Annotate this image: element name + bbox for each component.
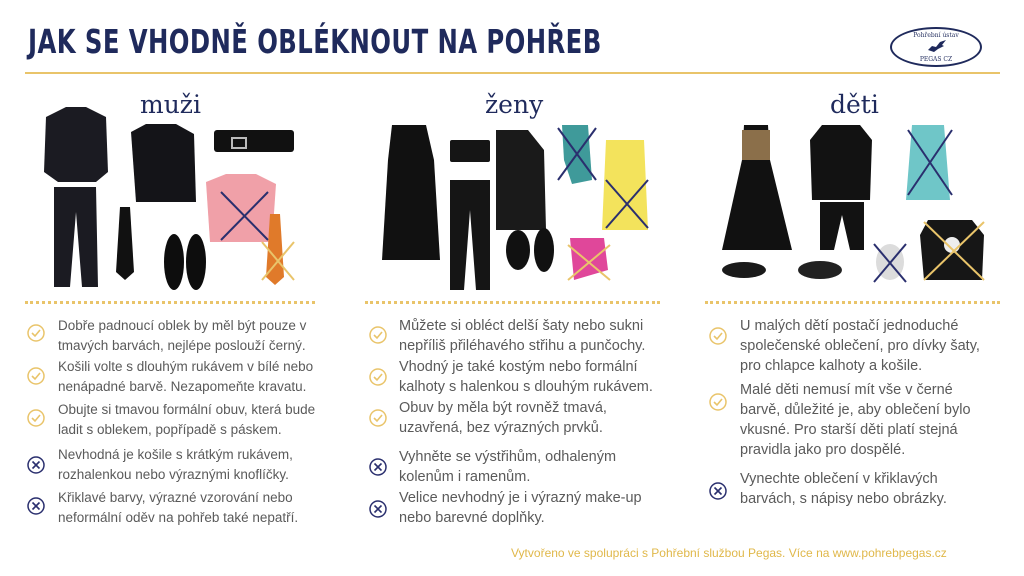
cross-icon bbox=[27, 456, 45, 474]
men-item-5: Křiklavé barvy, výrazné vzorování nebo neformální oděv na pohřeb také nepatří. bbox=[58, 490, 299, 525]
check-icon bbox=[709, 393, 727, 411]
women-item-5: Velice nevhodný je i výrazný make-up nebo barevné doplňky. bbox=[399, 490, 642, 526]
women-clothing-image bbox=[378, 120, 658, 300]
check-icon bbox=[369, 409, 387, 427]
men-item-1: Dobře padnoucí oblek by měl být pouze v tmavých barvách, nejlépe poslouží černý. bbox=[58, 318, 307, 353]
women-item-2: Vhodný je také kostým nebo formální kalhoty s halenkou s dlouhým rukávem. bbox=[399, 359, 653, 395]
column-heading-men: muži bbox=[140, 90, 201, 119]
check-icon bbox=[27, 367, 45, 385]
page-title: JAK SE VHODNĚ OBLÉKNOUT NA POHŘEB bbox=[28, 22, 602, 61]
children-item-1: U malých dětí postačí jednoduché společenské oblečení, pro dívky šaty, pro chlapce kalhoty a košile. bbox=[740, 318, 980, 374]
cross-icon bbox=[369, 458, 387, 476]
women-divider bbox=[365, 301, 660, 304]
column-heading-women: ženy bbox=[485, 90, 544, 119]
women-item-1: Můžete si obléct delší šaty nebo sukni nepříliš přiléhavého střihu a punčochy. bbox=[399, 318, 646, 354]
check-icon bbox=[369, 368, 387, 386]
footer-credit: Vytvořeno ve spolupráci s Pohřební službou Pegas. Více na www.pohrebpegas.cz bbox=[511, 546, 947, 560]
logo-bottom-text: PEGAS CZ bbox=[919, 56, 953, 63]
men-item-2: Košili volte s dlouhým rukávem v bílé nebo nenápadné barvě. Nezapomeňte kravatu. bbox=[58, 359, 314, 394]
men-divider bbox=[25, 301, 315, 304]
men-item-3: Obujte si tmavou formální obuv, která bude ladit s oblekem, popřípadě s páskem. bbox=[58, 402, 316, 437]
children-clothing-image bbox=[722, 120, 992, 300]
pegas-logo bbox=[890, 27, 982, 67]
children-divider bbox=[705, 301, 1000, 304]
check-icon bbox=[27, 324, 45, 342]
cross-icon bbox=[27, 497, 45, 515]
women-item-4: Vyhněte se výstřihům, odhaleným kolenům i ramenům. bbox=[399, 449, 617, 485]
check-icon bbox=[27, 409, 45, 427]
cross-icon bbox=[709, 482, 727, 500]
column-heading-children: děti bbox=[830, 90, 879, 119]
children-item-3: Vynechte oblečení v křiklavých barvách, s nápisy nebo obrázky. bbox=[740, 471, 947, 507]
men-item-4: Nevhodná je košile s krátkým rukávem, rozhalenkou nebo výraznými knoflíčky. bbox=[58, 447, 293, 482]
men-clothing-image bbox=[36, 102, 306, 297]
children-item-2: Malé děti nemusí mít vše v černé barvě, důležité je, aby oblečení bylo vkusné. Pro starší děti platí stejná pravidla jako pro dospělé. bbox=[740, 382, 971, 458]
check-icon bbox=[369, 326, 387, 344]
check-icon bbox=[709, 327, 727, 345]
women-item-3: Obuv by měla být rovněž tmavá, uzavřená, bez výrazných prvků. bbox=[399, 400, 607, 436]
pegasus-icon bbox=[926, 38, 948, 54]
logo-top-text: Pohřební ústav bbox=[913, 32, 959, 39]
header-divider bbox=[25, 72, 1000, 74]
cross-icon bbox=[369, 500, 387, 518]
